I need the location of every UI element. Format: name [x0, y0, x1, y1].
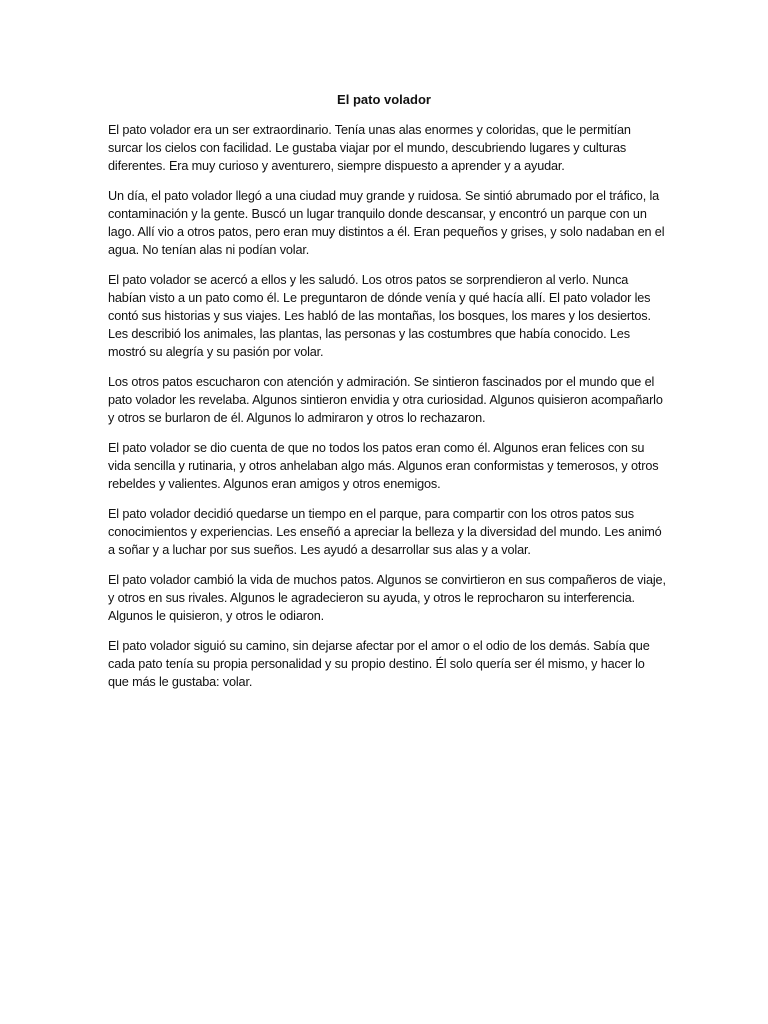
- paragraph-1: El pato volador era un ser extraordinario. Tenía unas alas enormes y coloridas, que le permitían surcar los cielos con facilidad. Le gustaba viajar por el mundo, descubriendo lugares y culturas diferentes. Era muy curioso y aventurero, siempre dispuesto a aprender y a ayudar.: [108, 123, 631, 173]
- paragraph-3: El pato volador se acercó a ellos y les saludó. Los otros patos se sorprendieron al verlo. Nunca habían visto a un pato como él. Le preguntaron de dónde venía y qué hacía allí. El pato volador les contó sus historias y sus viajes. Les habló de las montañas, los bosques, los mares y los desiertos. Les describió los animales, las plantas, las personas y las costumbres que había conocido. Les mostró su alegría y su pasión por volar.: [108, 273, 651, 359]
- paragraph-6: El pato volador decidió quedarse un tiempo en el parque, para compartir con los otros patos sus conocimientos y experiencias. Les enseñó a apreciar la belleza y la diversidad del mundo. Les animó a soñar y a luchar por sus sueños. Les ayudó a desarrollar sus alas y a volar.: [108, 507, 662, 557]
- paragraph-8: El pato volador siguió su camino, sin dejarse afectar por el amor o el odio de los demás. Sabía que cada pato tenía su propia personalidad y su propio destino. Él solo quería ser él mismo, y hacer lo que más le gustaba: volar.: [108, 639, 650, 689]
- document-title: El pato volador: [337, 92, 431, 107]
- paragraph-7: El pato volador cambió la vida de muchos patos. Algunos se convirtieron en sus compañeros de viaje, y otros en sus rivales. Algunos le agradecieron su ayuda, y otros le reprocharon su interferencia. Algunos le quisieron, y otros le odiaron.: [108, 573, 666, 623]
- document-body: [108, 121, 668, 703]
- paragraph-2: Un día, el pato volador llegó a una ciudad muy grande y ruidosa. Se sintió abrumado por el tráfico, la contaminación y la gente. Buscó un lugar tranquilo donde descansar, y encontró un parque con un lago. Allí vio a otros patos, pero eran muy distintos a él. Eran pequeños y grises, y solo nadaban en el agua. No tenían alas ni podían volar.: [108, 189, 665, 257]
- paragraph-4: Los otros patos escucharon con atención y admiración. Se sintieron fascinados por el mundo que el pato volador les revelaba. Algunos sintieron envidia y otra curiosidad. Algunos quisieron acompañarlo y otros se burlaron de él. Algunos lo admiraron y otros lo rechazaron.: [108, 375, 663, 425]
- paragraph-5: El pato volador se dio cuenta de que no todos los patos eran como él. Algunos eran felices con su vida sencilla y rutinaria, y otros anhelaban algo más. Algunos eran conformistas y temerosos, y otros rebeldes y valientes. Algunos eran amigos y otros enemigos.: [108, 441, 659, 491]
